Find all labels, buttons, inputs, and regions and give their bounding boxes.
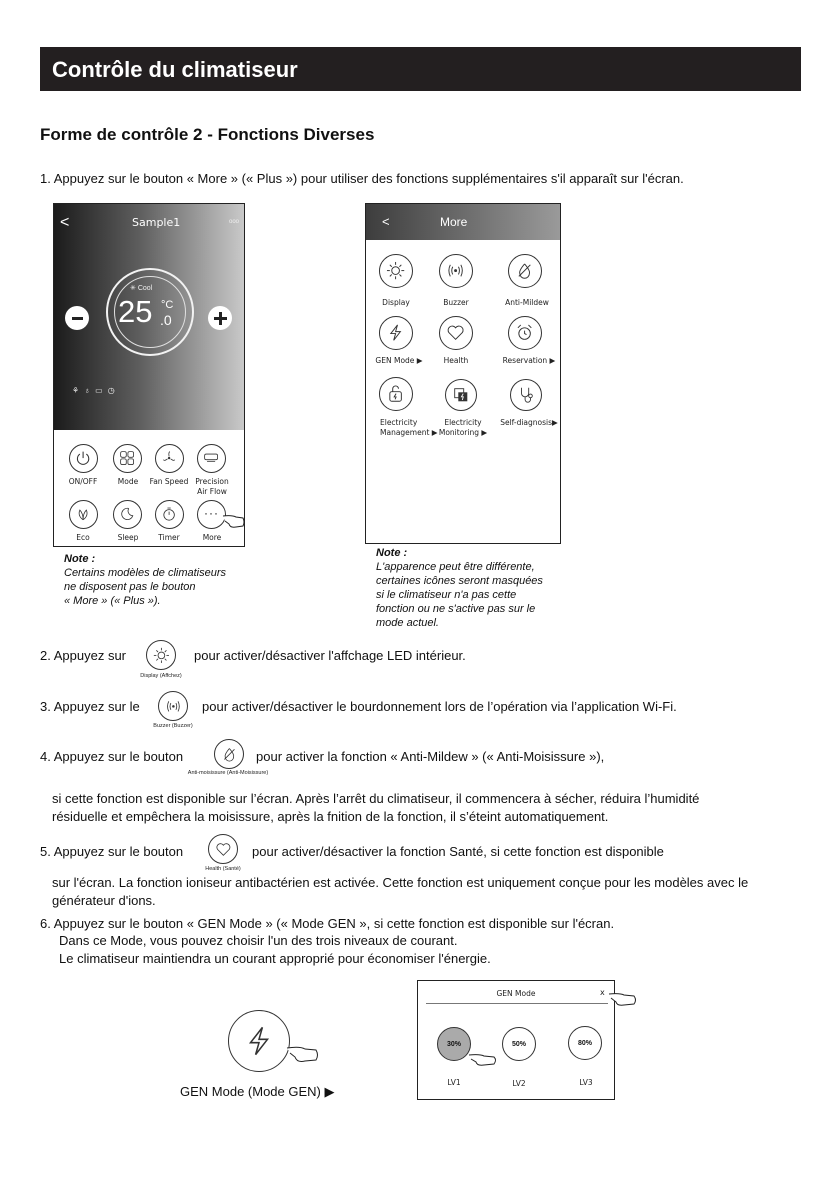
mode-status — [130, 284, 152, 292]
anti-mildew-icon — [221, 746, 238, 763]
note-2-line: mode actuel. — [376, 617, 439, 629]
status-icons-row — [72, 386, 120, 395]
buzzer-caption: Buzzer (Buzzer) — [153, 723, 193, 729]
reservation-icon — [515, 323, 534, 342]
anti-mildew-button[interactable] — [508, 254, 542, 288]
note-2-line: L'apparence peut être différente, — [376, 561, 535, 573]
electricity-monitoring-button[interactable] — [445, 379, 477, 411]
phone-more-screen — [365, 203, 561, 544]
back-button[interactable]: < — [382, 214, 390, 229]
note-1-line: Certains modèles de climatiseurs — [64, 567, 227, 579]
step-1-text: 1. Appuyez sur le bouton « More » (« Plus ») pour utiliser des fonctions supplémentaires s'il apparaît sur l'écran. — [40, 171, 684, 186]
note-2-line: certaines icônes seront masquées — [376, 575, 543, 587]
precision-air-flow-button[interactable] — [197, 444, 226, 473]
phone-main-screen — [53, 203, 245, 547]
level-2-button[interactable] — [502, 1027, 536, 1061]
health-caption: Health (Santé) — [205, 866, 241, 872]
temperature-decimal: .0 — [160, 312, 172, 328]
note-2 — [376, 546, 543, 630]
sleep-icon — [119, 506, 135, 522]
mode-label: Mode — [117, 477, 139, 486]
step-5-prefix: 5. Appuyez sur le bouton — [40, 844, 184, 859]
step-6-line-2: Dans ce Mode, vous pouvez choisir l'un des trois niveaux de courant. — [59, 933, 458, 948]
timer-button[interactable] — [155, 500, 184, 529]
anti-mildew-label: Anti-Mildew — [505, 298, 549, 307]
step-2-text: pour activer/désactiver l'affchage LED intérieur. — [194, 648, 466, 663]
dialog-divider — [426, 1003, 608, 1004]
gen-dialog-title: GEN Mode — [496, 989, 536, 998]
self-diagnosis-label: Self-diagnosis▶ — [500, 418, 558, 427]
minus-icon — [72, 317, 83, 320]
gen-mode-icon — [386, 323, 405, 342]
gen-mode-button[interactable] — [379, 316, 413, 350]
display-button[interactable] — [379, 254, 413, 288]
step-4-text: pour activer la fonction « Anti-Mildew » (« Anti-Moisissure »), — [256, 749, 605, 764]
device-title: Sample1 — [132, 216, 181, 229]
eco-label: Eco — [76, 533, 90, 542]
step-5-line-2: sur l'écran. La fonction ioniseur antibactérien est activée. Cette fonction est uniquement conçue pour les modèles avec le — [52, 875, 749, 890]
note-1-line: ne disposent pas le bouton — [64, 581, 196, 593]
more-title: More — [440, 215, 468, 229]
electricity-monitoring-icon — [452, 386, 470, 404]
timer-icon — [161, 506, 177, 522]
level-3-button[interactable] — [568, 1026, 602, 1060]
fan-speed-label: Fan Speed — [149, 477, 189, 486]
reservation-button[interactable] — [508, 316, 542, 350]
step-4-line-2: si cette fonction est disponible sur l’écran. Après l’arrêt du climatiseur, il commencera à sécher, réduira l’humidité — [52, 791, 700, 806]
buzzer-button[interactable] — [439, 254, 473, 288]
options-icon[interactable]: ooo — [229, 219, 240, 225]
health-inline-button — [208, 834, 238, 864]
buzzer-icon — [165, 698, 182, 715]
note-2-line: si le climatiseur n'a pas cette — [376, 589, 517, 601]
anti-mildew-icon — [515, 261, 534, 280]
swing-status-icon: ▭ — [95, 386, 108, 395]
pointing-hand-icon — [608, 988, 638, 1010]
electricity-monitoring-label: Electricity — [444, 418, 482, 427]
increase-temp-button[interactable] — [208, 306, 232, 330]
close-button[interactable]: x — [600, 988, 605, 997]
section-title: Forme de contrôle 2 - Fonctions Diverses — [40, 125, 375, 144]
gen-mode-caption: GEN Mode (Mode GEN) ▶ — [180, 1084, 335, 1099]
airflow-status-icon: ♁ — [84, 386, 96, 395]
plus-icon — [214, 312, 227, 325]
step-6-line-1: 6. Appuyez sur le bouton « GEN Mode » (« Mode GEN », si cette fonction est disponible sur l'écran. — [40, 916, 615, 931]
level-1-button[interactable] — [437, 1027, 471, 1061]
gen-mode-label: GEN Mode ▶ — [375, 356, 423, 365]
pointing-hand-icon — [468, 1049, 498, 1069]
step-6-line-3: Le climatiseur maintiendra un courant approprié pour économiser l'énergie. — [59, 951, 491, 966]
eco-icon — [75, 506, 91, 522]
airflow-icon — [203, 450, 219, 466]
electricity-management-button[interactable] — [379, 377, 413, 411]
fan-status-icon: ⚘ — [72, 386, 85, 395]
snowflake-icon: ✳ — [130, 285, 136, 292]
level-2-value: 50% — [511, 1040, 526, 1048]
display-inline-button — [146, 640, 176, 670]
temperature-value: 25 — [118, 294, 153, 329]
health-button[interactable] — [439, 316, 473, 350]
anti-mildew-caption: Anti-moisissure (Anti-Moisissure) — [187, 770, 269, 776]
self-diagnosis-button[interactable] — [510, 379, 542, 411]
step-3-text: pour activer/désactiver le bourdonnement lors de l’opération via l’application Wi-Fi. — [202, 699, 677, 714]
pointing-hand-icon — [286, 1040, 320, 1066]
header-title: Contrôle du climatiseur — [52, 57, 298, 82]
timer-label: Timer — [158, 533, 180, 542]
display-caption: Display (Affchez) — [140, 673, 182, 679]
reservation-label: Reservation ▶ — [502, 356, 556, 365]
mode-button[interactable] — [113, 444, 142, 473]
level-1-value: 30% — [446, 1040, 461, 1048]
step-3-prefix: 3. Appuyez sur le — [40, 699, 140, 714]
mode-icon — [119, 450, 135, 466]
page-header — [40, 47, 801, 91]
step-4-prefix: 4. Appuyez sur le bouton — [40, 749, 184, 764]
electricity-management-label: Electricity — [380, 418, 418, 427]
temperature-unit: °C — [161, 299, 174, 311]
more-label: More — [202, 533, 222, 542]
gen-mode-dialog — [417, 980, 615, 1100]
health-icon — [215, 841, 232, 858]
level-3-value: 80% — [577, 1039, 592, 1047]
step-4-line-3: résiduelle et empêchera la moisissure, après la fnition de la fonction, il s’éteint automatiquement. — [52, 809, 609, 824]
buzzer-label: Buzzer — [443, 298, 469, 307]
level-2-label: LV2 — [512, 1079, 526, 1088]
health-icon — [446, 323, 465, 342]
note-2-title: Note : — [376, 547, 408, 559]
electricity-management-icon — [386, 384, 405, 403]
timer-status-icon: ◷ — [107, 386, 120, 395]
fan-speed-button[interactable] — [155, 444, 184, 473]
gen-mode-icon — [242, 1024, 276, 1058]
level-3-label: LV3 — [579, 1078, 593, 1087]
electricity-monitoring-label-2: Monitoring ▶ — [438, 428, 488, 437]
on-off-button[interactable] — [69, 444, 98, 473]
gen-mode-large-button — [228, 1010, 290, 1072]
level-1-label: LV1 — [447, 1078, 461, 1087]
fan-icon — [161, 450, 177, 466]
on-off-label: ON/OFF — [68, 477, 98, 486]
health-label: Health — [443, 356, 469, 365]
mode-label: Cool — [137, 285, 153, 292]
electricity-management-label-2: Management ▶ — [380, 428, 438, 437]
display-icon — [153, 647, 170, 664]
buzzer-inline-button — [158, 691, 188, 721]
anti-mildew-inline-button — [214, 739, 244, 769]
precision-label: Precision — [195, 477, 229, 486]
note-1 — [64, 552, 226, 608]
sleep-label: Sleep — [117, 533, 139, 542]
note-1-title: Note : — [64, 553, 96, 565]
decrease-temp-button[interactable] — [65, 306, 89, 330]
display-icon — [386, 261, 405, 280]
air-flow-label: Air Flow — [197, 487, 227, 496]
display-label: Display — [382, 298, 410, 307]
step-5-text: pour activer/désactiver la fonction Santé, si cette fonction est disponible — [252, 844, 664, 859]
self-diagnosis-icon — [517, 386, 535, 404]
back-button[interactable]: < — [60, 214, 70, 231]
eco-button[interactable] — [69, 500, 98, 529]
note-1-line: « More » (« Plus »). — [64, 595, 161, 607]
note-2-line: fonction ou ne s'active pas sur le — [376, 603, 536, 615]
buzzer-icon — [446, 261, 465, 280]
sleep-button[interactable] — [113, 500, 142, 529]
power-icon — [75, 450, 91, 466]
pointing-hand-icon — [222, 510, 245, 532]
step-2-prefix: 2. Appuyez sur — [40, 648, 126, 663]
more-icon: ··· — [204, 505, 219, 520]
step-5-line-3: générateur d'ions. — [52, 893, 156, 908]
